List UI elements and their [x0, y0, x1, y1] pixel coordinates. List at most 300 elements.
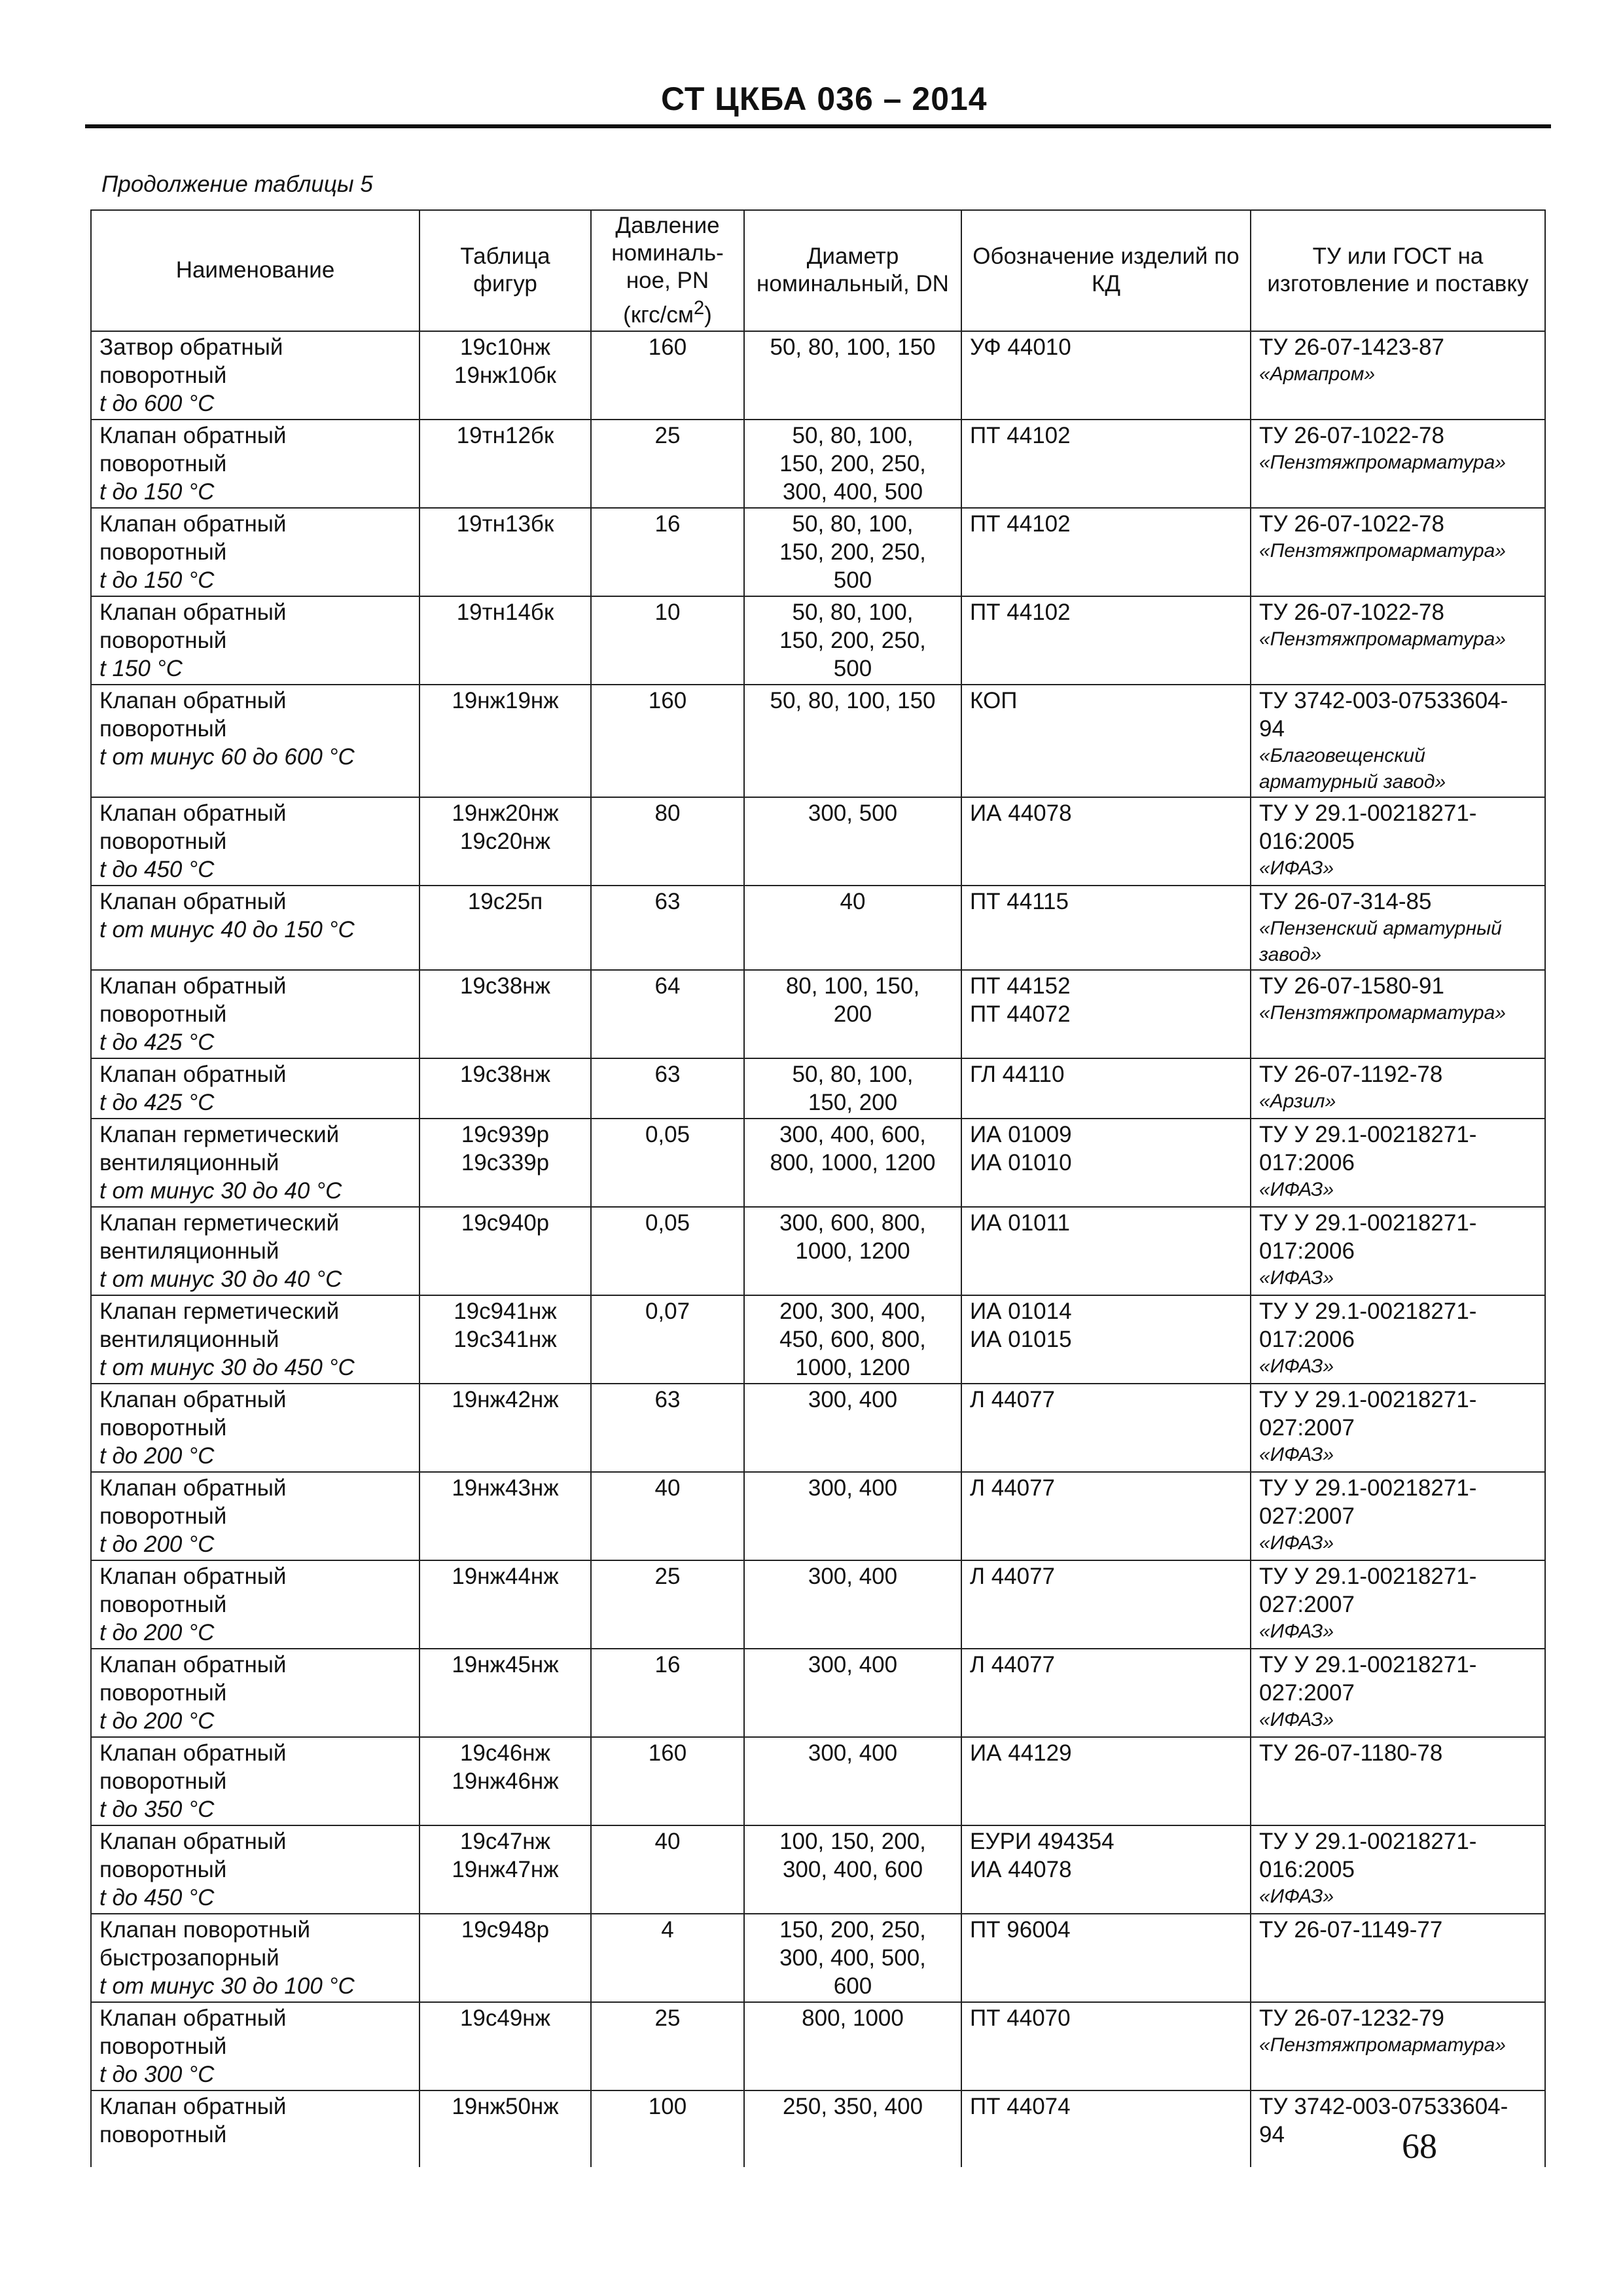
table-body — [91, 331, 1545, 2167]
table-row — [91, 1472, 1545, 1560]
header-standard: ТУ или ГОСТ на изготовление и поставку — [1251, 210, 1545, 331]
cell-name-line: поворотный — [99, 450, 227, 476]
cell-tu-line: ТУ У 29.1-00218271- — [1259, 1386, 1477, 1412]
cell-name — [91, 970, 419, 1058]
cell-pressure: 10 — [591, 596, 744, 685]
cell-designation — [961, 1119, 1251, 1207]
cell-fig-line: 19нж46нж — [452, 1768, 559, 1794]
cell-dn-line: 300, 400 — [808, 1475, 898, 1501]
cell-tu-line: ТУ У 29.1-00218271- — [1259, 1210, 1477, 1236]
cell-pressure: 40 — [591, 1825, 744, 1914]
cell-kd-line: ИА 01015 — [970, 1326, 1072, 1352]
cell-pressure: 25 — [591, 420, 744, 508]
cell-name-line: быстрозапорный — [99, 1945, 279, 1971]
cell-figure — [419, 596, 591, 685]
table-row — [91, 2090, 1545, 2167]
cell-dn-line: 300, 500 — [808, 800, 898, 826]
table-continuation-label: Продолжение таблицы 5 — [101, 171, 373, 197]
cell-standard — [1251, 1914, 1545, 2002]
cell-tu-line: ТУ 26-07-1580-91 — [1259, 973, 1444, 999]
cell-name-line: Клапан обратный — [99, 1651, 287, 1677]
cell-tu-line: ТУ 26-07-1180-78 — [1259, 1740, 1443, 1766]
cell-dn-line: 80, 100, 150, — [785, 973, 920, 999]
cell-standard — [1251, 2002, 1545, 2090]
cell-dn-line: 150, 200 — [808, 1089, 898, 1115]
table-row — [91, 1295, 1545, 1384]
cell-dn-line: 40 — [840, 888, 866, 914]
cell-name — [91, 331, 419, 420]
cell-kd-line: ПТ 44152 — [970, 973, 1071, 999]
cell-temperature: t до 150 °С — [99, 567, 215, 593]
cell-mfr-line: «ИФАЗ» — [1259, 1178, 1334, 1200]
cell-dn-line: 50, 80, 100, — [792, 599, 914, 625]
cell-fig-line: 19нж20нж — [452, 800, 559, 826]
cell-figure — [419, 1119, 591, 1207]
cell-tu-line: 017:2006 — [1259, 1149, 1355, 1175]
cell-standard — [1251, 596, 1545, 685]
cell-name-line: поворотный — [99, 1503, 227, 1529]
cell-diameter — [744, 1649, 961, 1737]
cell-name — [91, 1058, 419, 1119]
cell-designation — [961, 331, 1251, 420]
cell-name — [91, 1207, 419, 1295]
cell-kd-line: ЕУРИ 494354 — [970, 1828, 1115, 1854]
cell-mfr-line: «ИФАЗ» — [1259, 1532, 1334, 1554]
cell-diameter — [744, 1295, 961, 1384]
cell-pressure: 100 — [591, 2090, 744, 2167]
cell-dn-line: 100, 150, 200, — [779, 1828, 926, 1854]
cell-tu-line: 027:2007 — [1259, 1414, 1355, 1441]
cell-fig-line: 19с948р — [461, 1916, 550, 1943]
cell-standard — [1251, 797, 1545, 886]
cell-dn-line: 50, 80, 100, — [792, 511, 914, 537]
cell-name-line: поворотный — [99, 2121, 227, 2147]
cell-standard — [1251, 1737, 1545, 1825]
cell-fig-line: 19с341нж — [454, 1326, 557, 1352]
cell-temperature: t до 425 °С — [99, 1089, 215, 1115]
cell-tu-line: 017:2006 — [1259, 1326, 1355, 1352]
cell-mfr-line: «Пензтяжпромарматура» — [1259, 628, 1506, 650]
cell-pressure: 16 — [591, 1649, 744, 1737]
cell-tu-line: ТУ У 29.1-00218271- — [1259, 1651, 1477, 1677]
cell-name-line: Клапан герметический — [99, 1121, 340, 1147]
cell-name — [91, 596, 419, 685]
cell-fig-line: 19нж45нж — [452, 1651, 559, 1677]
cell-fig-line: 19с47нж — [459, 1828, 551, 1854]
cell-dn-line: 600 — [833, 1973, 872, 1999]
cell-dn-line: 150, 200, 250, — [779, 1916, 926, 1943]
cell-fig-line: 19нж47нж — [452, 1856, 559, 1882]
cell-pressure: 63 — [591, 886, 744, 970]
cell-kd-line: ИА 44078 — [970, 800, 1072, 826]
cell-tu-line: 016:2005 — [1259, 828, 1355, 854]
cell-tu-line: ТУ 26-07-314-85 — [1259, 888, 1432, 914]
cell-pressure: 160 — [591, 331, 744, 420]
cell-dn-line: 300, 400 — [808, 1740, 898, 1766]
cell-fig-line: 19тн14бк — [456, 599, 554, 625]
cell-pressure: 0,05 — [591, 1119, 744, 1207]
cell-designation — [961, 1560, 1251, 1649]
cell-temperature: t от минус 40 до 150 °С — [99, 916, 355, 942]
cell-name-line: Клапан обратный — [99, 1475, 287, 1501]
cell-diameter — [744, 797, 961, 886]
cell-temperature: t от минус 30 до 40 °С — [99, 1177, 342, 1204]
cell-dn-line: 150, 200, 250, — [779, 627, 926, 653]
cell-mfr-line: «ИФАЗ» — [1259, 1708, 1334, 1731]
cell-tu-line: 94 — [1259, 2121, 1285, 2147]
cell-diameter — [744, 1058, 961, 1119]
cell-name-line: Клапан обратный — [99, 1563, 287, 1589]
cell-fig-line: 19с20нж — [459, 828, 551, 854]
header-diameter: Диаметр номинальный, DN — [744, 210, 961, 331]
cell-name — [91, 1295, 419, 1384]
cell-tu-line: ТУ 26-07-1022-78 — [1259, 599, 1444, 625]
cell-temperature: t 150 °С — [99, 655, 183, 681]
cell-tu-line: ТУ 3742-003-07533604- — [1259, 687, 1508, 713]
cell-tu-line: 94 — [1259, 715, 1285, 742]
cell-name-line: Клапан обратный — [99, 511, 287, 537]
cell-mfr-line: «Пензтяжпромарматура» — [1259, 451, 1506, 473]
cell-name — [91, 886, 419, 970]
cell-figure — [419, 1207, 591, 1295]
cell-designation — [961, 1207, 1251, 1295]
cell-kd-line: ПТ 44102 — [970, 422, 1071, 448]
cell-name-line: поворотный — [99, 1414, 227, 1441]
cell-kd-line: ПТ 96004 — [970, 1916, 1071, 1943]
cell-fig-line: 19с939р — [461, 1121, 550, 1147]
cell-name-line: поворотный — [99, 1768, 227, 1794]
cell-designation — [961, 1295, 1251, 1384]
cell-figure — [419, 1384, 591, 1472]
cell-kd-line: ИА 01014 — [970, 1298, 1072, 1324]
cell-name-line: Клапан обратный — [99, 1061, 287, 1087]
cell-name-line: Клапан обратный — [99, 422, 287, 448]
cell-diameter — [744, 420, 961, 508]
cell-tu-line: 016:2005 — [1259, 1856, 1355, 1882]
cell-pressure: 4 — [591, 1914, 744, 2002]
cell-fig-line: 19нж19нж — [452, 687, 559, 713]
cell-kd-line: ИА 44129 — [970, 1740, 1072, 1766]
cell-name — [91, 797, 419, 886]
cell-kd-line: ПТ 44074 — [970, 2093, 1071, 2119]
page-number: 68 — [1402, 2126, 1437, 2166]
cell-tu-line: ТУ 26-07-1022-78 — [1259, 422, 1444, 448]
cell-name-line: вентиляционный — [99, 1149, 279, 1175]
cell-fig-line: 19нж10бк — [454, 362, 556, 388]
header-designation: Обозначение изделий по КД — [961, 210, 1251, 331]
cell-tu-line: ТУ 26-07-1149-77 — [1259, 1916, 1443, 1943]
cell-diameter — [744, 2090, 961, 2167]
cell-kd-line: ИА 01011 — [970, 1210, 1070, 1236]
cell-designation — [961, 508, 1251, 596]
cell-name-line: поворотный — [99, 1679, 227, 1706]
table-row — [91, 1560, 1545, 1649]
cell-standard — [1251, 2090, 1545, 2167]
cell-mfr-line: «ИФАЗ» — [1259, 1266, 1334, 1289]
cell-figure — [419, 1825, 591, 1914]
cell-dn-line: 200, 300, 400, — [779, 1298, 926, 1324]
cell-dn-line: 300, 400, 500, — [779, 1945, 926, 1971]
cell-mfr-line: «ИФАЗ» — [1259, 857, 1334, 879]
cell-fig-line: 19тн12бк — [456, 422, 554, 448]
cell-fig-line: 19с38нж — [459, 973, 551, 999]
cell-figure — [419, 508, 591, 596]
cell-standard — [1251, 1295, 1545, 1384]
cell-diameter — [744, 1207, 961, 1295]
cell-dn-line: 500 — [833, 655, 872, 681]
cell-designation — [961, 1737, 1251, 1825]
cell-temperature: t от минус 30 до 100 °С — [99, 1973, 355, 1999]
cell-mfr-line: «Пензтяжпромарматура» — [1259, 1001, 1506, 1024]
cell-pressure: 160 — [591, 1737, 744, 1825]
cell-temperature: t до 200 °С — [99, 1531, 215, 1557]
header-pressure-unit-suffix: ) — [704, 302, 712, 328]
cell-mfr-line: «ИФАЗ» — [1259, 1443, 1334, 1465]
cell-dn-line: 300, 600, 800, — [779, 1210, 926, 1236]
cell-name — [91, 1914, 419, 2002]
cell-temperature: t до 200 °С — [99, 1708, 215, 1734]
cell-diameter — [744, 1560, 961, 1649]
table-row — [91, 1119, 1545, 1207]
cell-name — [91, 1560, 419, 1649]
cell-name — [91, 1119, 419, 1207]
cell-designation — [961, 596, 1251, 685]
cell-name-line: поворотный — [99, 627, 227, 653]
cell-name-line: Клапан герметический — [99, 1210, 340, 1236]
cell-fig-line: 19с49нж — [459, 2005, 551, 2031]
cell-figure — [419, 331, 591, 420]
cell-name — [91, 685, 419, 797]
cell-dn-line: 450, 600, 800, — [779, 1326, 926, 1352]
cell-tu-line: ТУ У 29.1-00218271- — [1259, 1828, 1477, 1854]
cell-standard — [1251, 1207, 1545, 1295]
cell-figure — [419, 1737, 591, 1825]
cell-name-line: Клапан обратный — [99, 2005, 287, 2031]
cell-mfr-line: «Пензенский арматурный — [1259, 917, 1502, 939]
cell-fig-line: 19нж44нж — [452, 1563, 559, 1589]
cell-kd-line: ИА 44078 — [970, 1856, 1072, 1882]
cell-figure — [419, 420, 591, 508]
cell-dn-line: 300, 400, 600 — [782, 1856, 923, 1882]
cell-pressure: 0,05 — [591, 1207, 744, 1295]
cell-dn-line: 50, 80, 100, — [792, 1061, 914, 1087]
table-row — [91, 1058, 1545, 1119]
cell-designation — [961, 685, 1251, 797]
cell-temperature: t до 300 °С — [99, 2061, 215, 2087]
cell-tu-line: ТУ У 29.1-00218271- — [1259, 1298, 1477, 1324]
cell-designation — [961, 886, 1251, 970]
cell-dn-line: 800, 1000, 1200 — [770, 1149, 936, 1175]
header-rule — [85, 124, 1551, 128]
header-pressure-line: Давление — [615, 213, 720, 238]
cell-pressure: 40 — [591, 1472, 744, 1560]
cell-fig-line: 19с25п — [467, 888, 543, 914]
table-row — [91, 1207, 1545, 1295]
cell-figure — [419, 797, 591, 886]
cell-name-line: Затвор обратный — [99, 334, 283, 360]
table-row — [91, 797, 1545, 886]
cell-temperature: t до 350 °С — [99, 1796, 215, 1822]
table-row — [91, 685, 1545, 797]
cell-name — [91, 508, 419, 596]
cell-temperature: t до 200 °С — [99, 1619, 215, 1645]
cell-kd-line: УФ 44010 — [970, 334, 1071, 360]
cell-name-line: поворотный — [99, 1591, 227, 1617]
cell-diameter — [744, 1825, 961, 1914]
table-row — [91, 2002, 1545, 2090]
cell-kd-line: ПТ 44115 — [970, 888, 1069, 914]
cell-designation — [961, 1825, 1251, 1914]
cell-standard — [1251, 1384, 1545, 1472]
cell-designation — [961, 970, 1251, 1058]
cell-mfr-line: «ИФАЗ» — [1259, 1620, 1334, 1642]
cell-name — [91, 2002, 419, 2090]
cell-temperature: t до 200 °С — [99, 1443, 215, 1469]
cell-dn-line: 300, 400, 500 — [782, 478, 923, 505]
cell-kd-line: ГЛ 44110 — [970, 1061, 1065, 1087]
cell-name-line: Клапан обратный — [99, 599, 287, 625]
cell-pressure: 63 — [591, 1384, 744, 1472]
cell-name — [91, 1825, 419, 1914]
cell-fig-line: 19с940р — [461, 1210, 550, 1236]
cell-fig-line: 19с10нж — [459, 334, 551, 360]
cell-standard — [1251, 1560, 1545, 1649]
cell-dn-line: 200 — [833, 1001, 872, 1027]
cell-name-line: вентиляционный — [99, 1238, 279, 1264]
table-row — [91, 596, 1545, 685]
cell-name-line: поворотный — [99, 715, 227, 742]
cell-temperature: t до 450 °С — [99, 1884, 215, 1910]
cell-figure — [419, 2002, 591, 2090]
valve-spec-table — [90, 209, 1546, 2167]
table-header-row — [91, 210, 1545, 331]
cell-diameter — [744, 2002, 961, 2090]
cell-name-line: Клапан обратный — [99, 888, 287, 914]
cell-name-line: поворотный — [99, 2033, 227, 2059]
cell-diameter — [744, 1384, 961, 1472]
cell-kd-line: КОП — [970, 687, 1018, 713]
cell-designation — [961, 1384, 1251, 1472]
cell-tu-line: ТУ 26-07-1192-78 — [1259, 1061, 1443, 1087]
cell-mfr-line: «Пензтяжпромарматура» — [1259, 2034, 1506, 2056]
cell-figure — [419, 1295, 591, 1384]
table-row — [91, 1737, 1545, 1825]
cell-kd-line: Л 44077 — [970, 1475, 1056, 1501]
cell-name-line: Клапан обратный — [99, 2093, 287, 2119]
cell-name — [91, 1737, 419, 1825]
cell-standard — [1251, 420, 1545, 508]
cell-diameter — [744, 1472, 961, 1560]
cell-dn-line: 300, 400 — [808, 1651, 898, 1677]
cell-pressure: 16 — [591, 508, 744, 596]
cell-mfr-line: завод» — [1259, 943, 1322, 965]
cell-fig-line: 19с38нж — [459, 1061, 551, 1087]
table-row — [91, 886, 1545, 970]
cell-mfr-line: «Пензтяжпромарматура» — [1259, 539, 1506, 562]
cell-tu-line: 017:2006 — [1259, 1238, 1355, 1264]
cell-dn-line: 500 — [833, 567, 872, 593]
cell-standard — [1251, 1472, 1545, 1560]
cell-kd-line: Л 44077 — [970, 1386, 1056, 1412]
cell-name-line: Клапан герметический — [99, 1298, 340, 1324]
cell-dn-line: 150, 200, 250, — [779, 450, 926, 476]
cell-diameter — [744, 886, 961, 970]
cell-dn-line: 50, 80, 100, — [792, 422, 914, 448]
cell-dn-line: 250, 350, 400 — [782, 2093, 923, 2119]
cell-temperature: t до 150 °С — [99, 478, 215, 505]
cell-dn-line: 800, 1000 — [802, 2005, 904, 2031]
cell-diameter — [744, 1737, 961, 1825]
cell-pressure: 25 — [591, 2002, 744, 2090]
cell-fig-line: 19с46нж — [459, 1740, 551, 1766]
cell-tu-line: ТУ У 29.1-00218271- — [1259, 1475, 1477, 1501]
cell-mfr-line: арматурный завод» — [1259, 770, 1446, 793]
cell-designation — [961, 797, 1251, 886]
cell-tu-line: ТУ У 29.1-00218271- — [1259, 1121, 1477, 1147]
header-pressure-unit-sup: 2 — [693, 298, 705, 319]
cell-figure — [419, 1058, 591, 1119]
cell-standard — [1251, 1119, 1545, 1207]
cell-standard — [1251, 886, 1545, 970]
table-row — [91, 1649, 1545, 1737]
cell-name-line: Клапан обратный — [99, 687, 287, 713]
table-row — [91, 1384, 1545, 1472]
cell-designation — [961, 2002, 1251, 2090]
cell-name-line: Клапан обратный — [99, 1386, 287, 1412]
cell-tu-line: ТУ 3742-003-07533604- — [1259, 2093, 1508, 2119]
cell-dn-line: 1000, 1200 — [795, 1238, 910, 1264]
cell-standard — [1251, 508, 1545, 596]
cell-mfr-line: «Армапром» — [1259, 363, 1376, 385]
cell-diameter — [744, 508, 961, 596]
cell-name — [91, 1649, 419, 1737]
cell-name-line: Клапан обратный — [99, 1828, 287, 1854]
cell-tu-line: ТУ 26-07-1022-78 — [1259, 511, 1444, 537]
cell-designation — [961, 2090, 1251, 2167]
cell-pressure: 80 — [591, 797, 744, 886]
cell-temperature: t от минус 60 до 600 °С — [99, 744, 355, 770]
cell-standard — [1251, 685, 1545, 797]
cell-fig-line: 19с941нж — [454, 1298, 557, 1324]
cell-diameter — [744, 596, 961, 685]
cell-standard — [1251, 1825, 1545, 1914]
cell-standard — [1251, 1058, 1545, 1119]
cell-dn-line: 150, 200, 250, — [779, 539, 926, 565]
cell-standard — [1251, 970, 1545, 1058]
cell-standard — [1251, 331, 1545, 420]
cell-tu-line: ТУ 26-07-1232-79 — [1259, 2005, 1444, 2031]
cell-diameter — [744, 1914, 961, 2002]
cell-figure — [419, 685, 591, 797]
cell-pressure: 64 — [591, 970, 744, 1058]
cell-kd-line: Л 44077 — [970, 1563, 1056, 1589]
cell-tu-line: ТУ У 29.1-00218271- — [1259, 1563, 1477, 1589]
cell-name-line: Клапан обратный — [99, 1740, 287, 1766]
cell-figure — [419, 886, 591, 970]
cell-designation — [961, 1649, 1251, 1737]
cell-kd-line: ПТ 44070 — [970, 2005, 1071, 2031]
header-pressure-line: номиналь- — [611, 240, 724, 266]
cell-kd-line: ПТ 44102 — [970, 511, 1071, 537]
table-row — [91, 1914, 1545, 2002]
cell-mfr-line: «Благовещенский — [1259, 744, 1425, 766]
cell-pressure: 25 — [591, 1560, 744, 1649]
cell-name — [91, 2090, 419, 2167]
cell-figure — [419, 1472, 591, 1560]
cell-tu-line: ТУ У 29.1-00218271- — [1259, 800, 1477, 826]
cell-tu-line: 027:2007 — [1259, 1503, 1355, 1529]
header-figure-table: Таблица фигур — [419, 210, 591, 331]
